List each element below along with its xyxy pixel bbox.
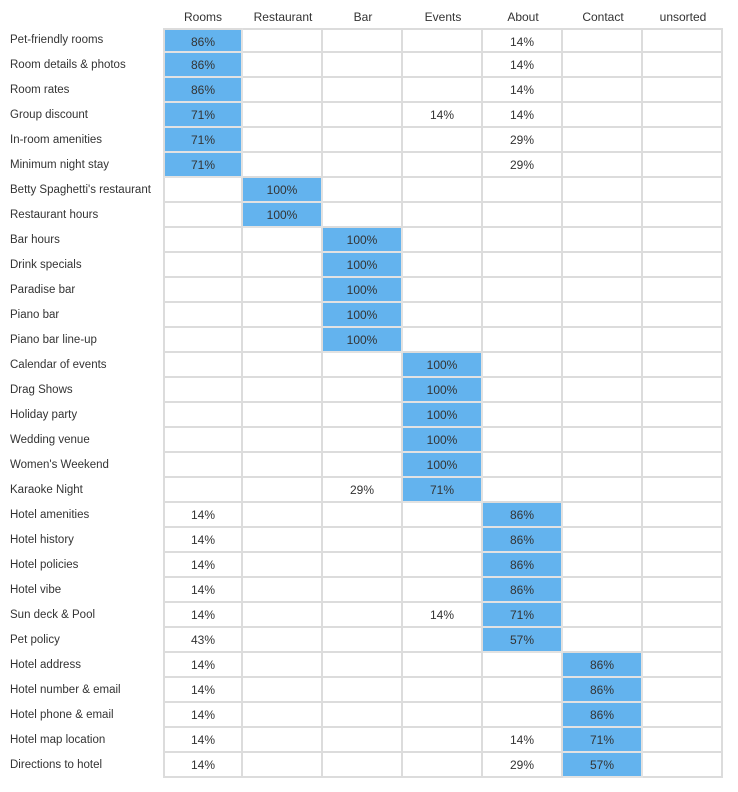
matrix-cell <box>403 553 483 578</box>
matrix-cell <box>563 628 643 653</box>
matrix-cell <box>643 103 723 128</box>
matrix-cell <box>403 228 483 253</box>
matrix-cell: 43% <box>163 628 243 653</box>
matrix-cell <box>243 153 323 178</box>
matrix-cell <box>563 528 643 553</box>
row-label: Calendar of events <box>10 359 107 371</box>
column-header-rooms: Rooms <box>183 10 222 24</box>
matrix-cell <box>323 103 403 128</box>
matrix-cell <box>403 128 483 153</box>
row-label: Hotel map location <box>10 734 106 746</box>
matrix-cell <box>563 103 643 128</box>
row-label: Betty Spaghetti's restaurant <box>10 184 151 196</box>
row-label: Directions to hotel <box>10 759 103 771</box>
row-label: Pet policy <box>10 634 60 646</box>
matrix-cell <box>643 428 723 453</box>
matrix-cell <box>243 353 323 378</box>
matrix-cell <box>403 28 483 53</box>
matrix-cell <box>323 728 403 753</box>
matrix-cell <box>643 328 723 353</box>
matrix-cell <box>483 328 563 353</box>
matrix-cell <box>483 453 563 478</box>
matrix-cell <box>643 78 723 103</box>
matrix-cell <box>563 53 643 78</box>
row-label: Hotel number & email <box>10 684 121 696</box>
matrix-cell <box>403 728 483 753</box>
matrix-cell: 14% <box>483 728 563 753</box>
matrix-cell-highlighted: 86% <box>163 53 243 78</box>
matrix-cell <box>243 478 323 503</box>
column-header-events: Events <box>424 10 462 24</box>
matrix-cell <box>563 453 643 478</box>
matrix-cell <box>163 228 243 253</box>
matrix-cell <box>163 328 243 353</box>
matrix-cell <box>243 328 323 353</box>
matrix-cell <box>243 553 323 578</box>
matrix-cell: 29% <box>323 478 403 503</box>
matrix-cell <box>163 478 243 503</box>
matrix-cell <box>243 703 323 728</box>
matrix-cell <box>483 703 563 728</box>
matrix-cell-highlighted: 86% <box>563 653 643 678</box>
matrix-cell-highlighted: 86% <box>483 503 563 528</box>
matrix-cell: 14% <box>163 553 243 578</box>
matrix-cell <box>643 528 723 553</box>
matrix-cell <box>243 403 323 428</box>
matrix-cell <box>483 478 563 503</box>
matrix-cell <box>323 528 403 553</box>
matrix-cell <box>323 453 403 478</box>
matrix-cell <box>643 228 723 253</box>
matrix-cell <box>243 628 323 653</box>
matrix-cell <box>643 653 723 678</box>
matrix-cell <box>483 353 563 378</box>
matrix-cell <box>483 403 563 428</box>
matrix-cell-highlighted: 86% <box>163 78 243 103</box>
matrix-cell-highlighted: 71% <box>163 128 243 153</box>
matrix-cell: 29% <box>483 128 563 153</box>
matrix-cell-highlighted: 71% <box>163 103 243 128</box>
row-label: Restaurant hours <box>10 209 99 221</box>
matrix-cell <box>323 353 403 378</box>
column-header-unsorted: unsorted <box>659 10 707 24</box>
matrix-cell <box>483 653 563 678</box>
matrix-cell <box>243 503 323 528</box>
matrix-cell <box>163 178 243 203</box>
matrix-cell <box>563 28 643 53</box>
matrix-cell <box>643 28 723 53</box>
row-label: Bar hours <box>10 234 60 246</box>
matrix-cell <box>323 703 403 728</box>
matrix-cell <box>403 753 483 778</box>
matrix-cell: 14% <box>403 103 483 128</box>
matrix-cell <box>563 303 643 328</box>
matrix-cell <box>163 403 243 428</box>
matrix-cell <box>563 378 643 403</box>
matrix-cell: 14% <box>163 653 243 678</box>
matrix-cell-highlighted: 100% <box>403 378 483 403</box>
matrix-cell <box>563 203 643 228</box>
matrix-cell-highlighted: 57% <box>563 753 643 778</box>
matrix-cell <box>563 428 643 453</box>
matrix-cell <box>323 503 403 528</box>
matrix-cell <box>483 428 563 453</box>
row-label: Women's Weekend <box>10 459 109 471</box>
matrix-cell <box>243 528 323 553</box>
matrix-cell: 14% <box>163 503 243 528</box>
matrix-cell <box>403 503 483 528</box>
matrix-cell <box>323 603 403 628</box>
matrix-cell <box>243 678 323 703</box>
row-label: Hotel policies <box>10 559 79 571</box>
matrix-cell <box>163 428 243 453</box>
column-header-about: About <box>507 10 539 24</box>
matrix-cell <box>323 378 403 403</box>
matrix-cell <box>323 128 403 153</box>
matrix-cell-highlighted: 100% <box>323 228 403 253</box>
matrix-cell-highlighted: 100% <box>403 428 483 453</box>
matrix-cell <box>483 678 563 703</box>
column-header-bar: Bar <box>353 10 373 24</box>
matrix-cell-highlighted: 100% <box>403 403 483 428</box>
matrix-cell <box>643 703 723 728</box>
matrix-cell-highlighted: 86% <box>563 703 643 728</box>
matrix-cell <box>563 253 643 278</box>
matrix-cell <box>323 153 403 178</box>
matrix-cell <box>323 753 403 778</box>
matrix-cell <box>243 428 323 453</box>
matrix-cell <box>163 253 243 278</box>
matrix-cell-highlighted: 100% <box>243 203 323 228</box>
matrix-cell <box>243 603 323 628</box>
matrix-cell <box>483 278 563 303</box>
matrix-cell <box>163 353 243 378</box>
row-label: Piano bar line-up <box>10 334 97 346</box>
matrix-cell-highlighted: 57% <box>483 628 563 653</box>
matrix-cell <box>243 103 323 128</box>
matrix-cell <box>643 203 723 228</box>
row-label: Wedding venue <box>10 434 90 446</box>
matrix-cell <box>643 178 723 203</box>
matrix-cell <box>563 278 643 303</box>
matrix-cell: 14% <box>483 53 563 78</box>
matrix-cell <box>243 28 323 53</box>
matrix-cell <box>323 403 403 428</box>
matrix-cell: 14% <box>163 678 243 703</box>
matrix-cell-highlighted: 71% <box>563 728 643 753</box>
matrix-cell: 14% <box>403 603 483 628</box>
row-label: Hotel history <box>10 534 74 546</box>
matrix-cell <box>323 653 403 678</box>
matrix-cell <box>243 228 323 253</box>
matrix-cell <box>163 378 243 403</box>
matrix-cell: 29% <box>483 753 563 778</box>
matrix-cell-highlighted: 100% <box>403 453 483 478</box>
matrix-cell <box>323 678 403 703</box>
matrix-cell <box>163 278 243 303</box>
row-label: Hotel phone & email <box>10 709 114 721</box>
matrix-cell-highlighted: 100% <box>323 328 403 353</box>
matrix-cell-highlighted: 71% <box>163 153 243 178</box>
matrix-cell-highlighted: 86% <box>483 528 563 553</box>
row-label: Room rates <box>10 84 70 96</box>
matrix-cell-highlighted: 100% <box>403 353 483 378</box>
matrix-cell <box>243 578 323 603</box>
matrix-cell-highlighted: 86% <box>563 678 643 703</box>
matrix-cell <box>323 78 403 103</box>
matrix-cell <box>403 328 483 353</box>
matrix-cell <box>403 628 483 653</box>
column-header-restaurant: Restaurant <box>253 10 313 24</box>
matrix-cell <box>403 278 483 303</box>
matrix-cell <box>323 203 403 228</box>
matrix-cell <box>243 253 323 278</box>
matrix-cell: 14% <box>163 728 243 753</box>
matrix-cell <box>563 603 643 628</box>
row-label: Hotel address <box>10 659 81 671</box>
matrix-cell <box>163 203 243 228</box>
matrix-cell <box>243 378 323 403</box>
matrix-cell <box>243 728 323 753</box>
matrix-cell <box>323 578 403 603</box>
matrix-cell: 14% <box>163 603 243 628</box>
matrix-cell <box>243 453 323 478</box>
row-label: Hotel vibe <box>10 584 62 596</box>
matrix-cell <box>643 553 723 578</box>
matrix-cell: 14% <box>483 103 563 128</box>
row-label: Piano bar <box>10 309 60 321</box>
matrix-cell <box>643 303 723 328</box>
column-header-contact: Contact <box>582 10 624 24</box>
row-label: Room details & photos <box>10 59 126 71</box>
matrix-cell: 14% <box>483 78 563 103</box>
row-label: Karaoke Night <box>10 484 83 496</box>
matrix-cell <box>483 303 563 328</box>
matrix-cell: 14% <box>483 28 563 53</box>
matrix-cell <box>563 78 643 103</box>
matrix-cell <box>403 203 483 228</box>
matrix-cell <box>403 153 483 178</box>
matrix-cell-highlighted: 86% <box>483 578 563 603</box>
matrix-cell <box>403 303 483 328</box>
matrix-cell <box>403 653 483 678</box>
matrix-cell <box>403 678 483 703</box>
matrix-cell <box>643 378 723 403</box>
matrix-cell <box>243 78 323 103</box>
matrix-cell: 29% <box>483 153 563 178</box>
row-label: Minimum night stay <box>10 159 110 171</box>
matrix-cell <box>403 253 483 278</box>
matrix-cell <box>403 703 483 728</box>
row-label: Drink specials <box>10 259 82 271</box>
matrix-cell <box>163 303 243 328</box>
matrix-cell <box>403 53 483 78</box>
matrix-cell <box>643 678 723 703</box>
matrix-cell <box>243 128 323 153</box>
matrix-cell <box>403 528 483 553</box>
matrix-cell <box>323 428 403 453</box>
matrix-cell: 14% <box>163 703 243 728</box>
matrix-cell <box>243 53 323 78</box>
matrix-cell <box>563 328 643 353</box>
matrix-cell <box>643 53 723 78</box>
matrix-cell <box>243 278 323 303</box>
matrix-cell <box>563 503 643 528</box>
matrix-cell <box>403 178 483 203</box>
matrix-cell <box>563 178 643 203</box>
matrix-cell: 14% <box>163 528 243 553</box>
matrix-cell <box>643 578 723 603</box>
matrix-cell <box>643 503 723 528</box>
matrix-cell <box>563 478 643 503</box>
matrix-cell <box>483 378 563 403</box>
matrix-cell <box>323 28 403 53</box>
matrix-cell <box>643 153 723 178</box>
matrix-cell-highlighted: 100% <box>243 178 323 203</box>
matrix-cell <box>243 303 323 328</box>
row-label: Drag Shows <box>10 384 73 396</box>
matrix-cell <box>323 53 403 78</box>
matrix-cell <box>243 653 323 678</box>
matrix-cell <box>643 278 723 303</box>
matrix-cell <box>643 253 723 278</box>
matrix-cell <box>563 153 643 178</box>
matrix-cell <box>563 403 643 428</box>
matrix-cell <box>483 178 563 203</box>
matrix-cell <box>403 578 483 603</box>
matrix-cell <box>403 78 483 103</box>
matrix-cell-highlighted: 100% <box>323 278 403 303</box>
matrix-cell <box>643 603 723 628</box>
matrix-cell <box>643 753 723 778</box>
row-label: Group discount <box>10 109 88 121</box>
matrix-cell <box>483 253 563 278</box>
matrix-cell <box>163 453 243 478</box>
matrix-cell <box>563 353 643 378</box>
matrix-cell <box>483 228 563 253</box>
row-label: Sun deck & Pool <box>10 609 96 621</box>
matrix-cell <box>643 128 723 153</box>
matrix-cell-highlighted: 86% <box>163 28 243 53</box>
row-label: Holiday party <box>10 409 78 421</box>
matrix-cell <box>643 353 723 378</box>
matrix-cell <box>643 403 723 428</box>
matrix-cell <box>243 753 323 778</box>
matrix-cell <box>563 553 643 578</box>
matrix-cell <box>643 728 723 753</box>
matrix-cell <box>563 228 643 253</box>
matrix-cell <box>323 628 403 653</box>
matrix-cell: 14% <box>163 753 243 778</box>
row-label: Paradise bar <box>10 284 76 296</box>
matrix-cell-highlighted: 71% <box>483 603 563 628</box>
row-label: Pet-friendly rooms <box>10 34 104 46</box>
matrix-cell: 14% <box>163 578 243 603</box>
row-label: Hotel amenities <box>10 509 90 521</box>
matrix-cell <box>643 453 723 478</box>
matrix-cell <box>323 553 403 578</box>
matrix-cell-highlighted: 100% <box>323 303 403 328</box>
matrix-cell <box>483 203 563 228</box>
matrix-cell <box>323 178 403 203</box>
matrix-cell <box>563 578 643 603</box>
matrix-cell-highlighted: 100% <box>323 253 403 278</box>
matrix-cell-highlighted: 86% <box>483 553 563 578</box>
matrix-cell <box>643 628 723 653</box>
matrix-cell <box>643 478 723 503</box>
row-label: In-room amenities <box>10 134 103 146</box>
matrix-cell <box>563 128 643 153</box>
matrix-cell-highlighted: 71% <box>403 478 483 503</box>
